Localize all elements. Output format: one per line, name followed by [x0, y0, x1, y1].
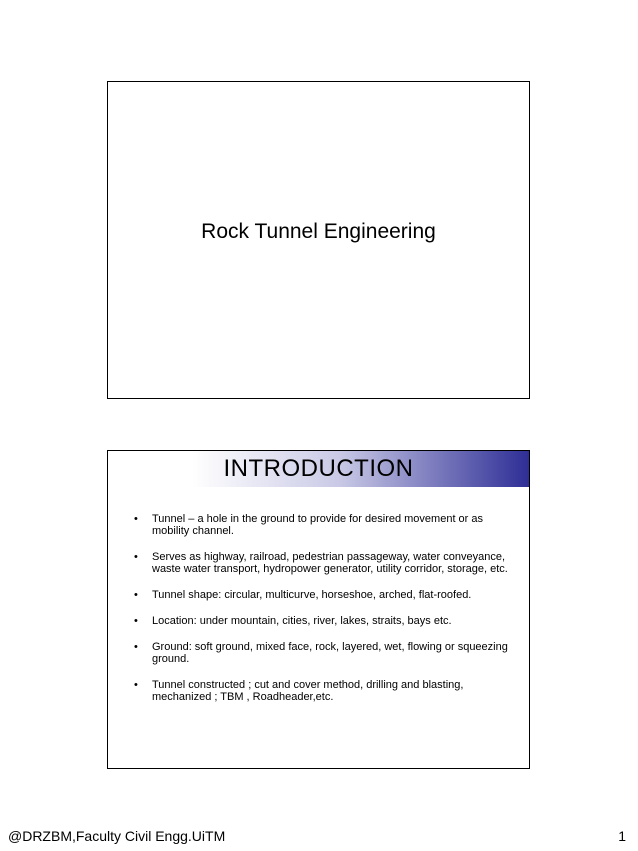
footer-credit: @DRZBM,Faculty Civil Engg.UiTM — [8, 828, 226, 844]
bullet-item — [122, 513, 515, 537]
bullet-item — [122, 641, 515, 665]
slide-1-title: Rock Tunnel Engineering — [201, 220, 436, 243]
bullet-text: Tunnel constructed ; cut and cover method, drilling and blasting, mechanized ; TBM , Roadheader,etc. — [152, 679, 464, 703]
bullet-text: Ground: soft ground, mixed face, rock, layered, wet, flowing or squeezing ground. — [152, 641, 508, 665]
slide-1 — [107, 81, 530, 399]
bullet-item — [122, 679, 515, 703]
slide-2-title: INTRODUCTION — [223, 455, 414, 482]
bullet-item — [122, 589, 515, 601]
bullet-text: Location: under mountain, cities, river, lakes, straits, bays etc. — [152, 615, 452, 627]
slide-2 — [107, 450, 530, 769]
bullet-item — [122, 615, 515, 627]
bullet-icon: • — [134, 513, 138, 525]
bullet-icon: • — [134, 589, 138, 601]
bullet-text: Tunnel – a hole in the ground to provide for desired movement or as mobility channel. — [152, 513, 484, 537]
bullet-text: Serves as highway, railroad, pedestrian passageway, water conveyance, waste water transport, hydropower generator, utility corridor, storage, etc. — [152, 551, 508, 575]
page-number: 1 — [618, 828, 626, 844]
bullet-icon: • — [134, 551, 138, 563]
bullet-icon: • — [134, 641, 138, 653]
bullet-item — [122, 551, 515, 575]
bullet-icon: • — [134, 615, 138, 627]
bullet-text: Tunnel shape: circular, multicurve, horseshoe, arched, flat-roofed. — [152, 589, 472, 601]
slide-2-bullet-list — [122, 513, 515, 717]
bullet-icon: • — [134, 679, 138, 691]
